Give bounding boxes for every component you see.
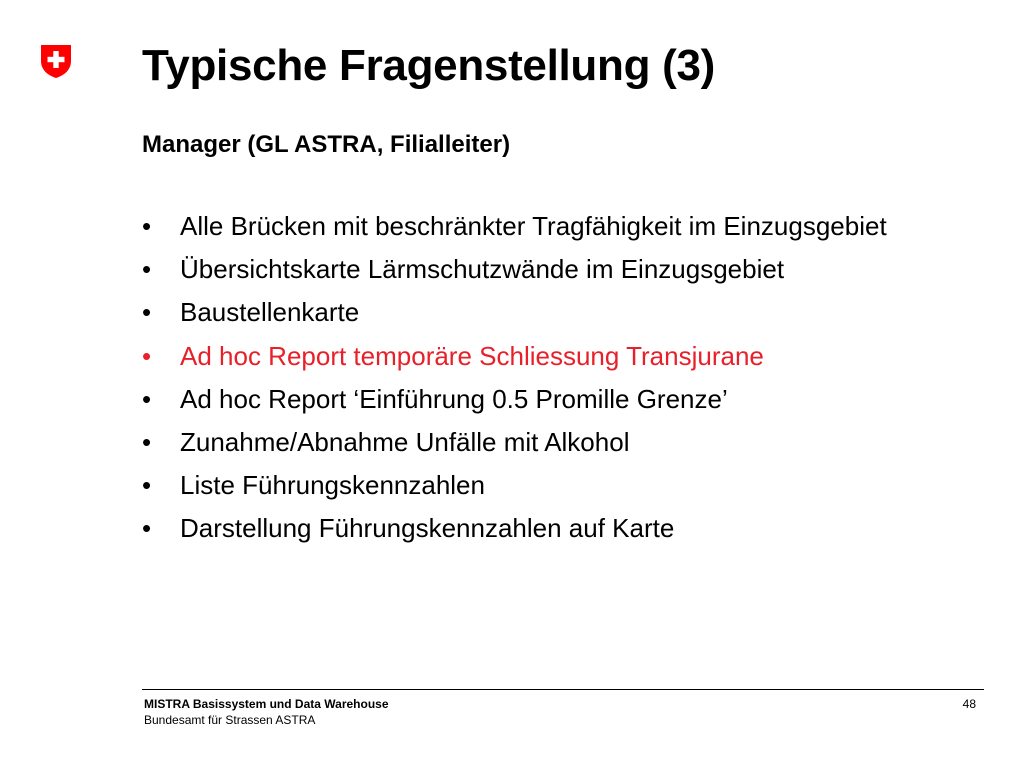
page-number: 48 [962,697,976,711]
bullet-marker: • [142,513,152,544]
bullet-text: Darstellung Führungskennzahlen auf Karte [180,513,675,544]
bullet-text: Alle Brücken mit beschränkter Tragfähigkeit im Einzugsgebiet [180,211,887,241]
bullet-marker: • [142,211,152,241]
bullet-text: Liste Führungskennzahlen [180,470,485,501]
bullet-text: Ad hoc Report ‘Einführung 0.5 Promille Grenze’ [180,383,728,414]
slide-title: Typische Fragenstellung (3) [142,41,715,90]
swiss-coat-of-arms-icon [39,43,73,79]
bullet-marker: • [142,340,152,371]
footer-divider [142,689,984,690]
bullet-marker: • [142,254,152,285]
bullet-marker: • [142,426,152,457]
footer-organization: Bundesamt für Strassen ASTRA [144,713,316,727]
bullet-text: Ad hoc Report temporäre Schliessung Transjurane [180,340,764,371]
bullet-marker: • [142,383,152,414]
bullet-marker: • [142,297,152,328]
slide-subtitle: Manager (GL ASTRA, Filialleiter) [142,131,511,158]
bullet-marker: • [142,470,152,501]
bullet-text: Übersichtskarte Lärmschutzwände im Einzugsgebiet [180,254,785,285]
bullet-text: Baustellenkarte [180,297,360,328]
bullet-text: Zunahme/Abnahme Unfälle mit Alkohol [180,426,630,457]
footer-title: MISTRA Basissystem und Data Warehouse [144,697,389,711]
